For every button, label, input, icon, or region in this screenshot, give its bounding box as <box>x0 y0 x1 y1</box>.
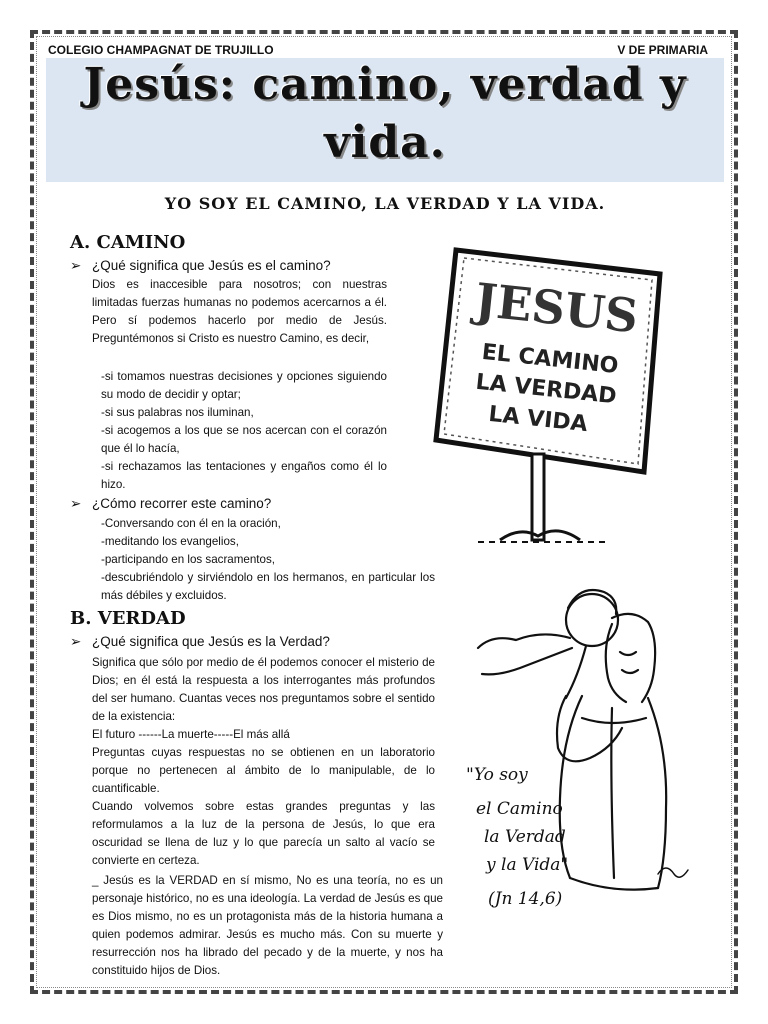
question-text: ¿Qué significa que Jesús es el camino? <box>92 258 331 273</box>
section-b-paragraph-3: Preguntas cuyas respuestas no se obtienen en un laboratorio porque no pertenecen al ámbito de lo manipulable, de lo cuantificable. <box>92 746 435 795</box>
list-item: -descubriéndolo y sirviéndolo en los hermanos, en particular los más débiles y excluidos. <box>101 571 435 602</box>
sign-text-jesus: JESUS <box>472 272 641 344</box>
section-a-paragraph: Dios es inaccesible para nosotros; con nuestras limitadas fuerzas humanas no podemos acercarnos a él. Pero sí podemos hacerlo por medio de Jesús. Preguntémonos si Cristo es nuestro Camino, es decir, <box>92 278 387 345</box>
list-item: -si rechazamos las tentaciones y engaños como él lo hizo. <box>101 460 387 491</box>
list-item: -Conversando con él en la oración, <box>101 517 281 530</box>
sign-text-vida: LA VIDA <box>487 401 589 438</box>
arrow-bullet-icon: ➢ <box>70 496 82 511</box>
quote-line-2: el Camino <box>476 799 563 819</box>
list-item: -meditando los evangelios, <box>101 535 239 548</box>
title-line-2: vida. <box>324 117 446 168</box>
section-a-heading: A. CAMINO <box>70 232 186 253</box>
section-b-question-1 <box>70 634 330 650</box>
list-item: -si acogemos a los que se nos acercan con el corazón que él lo hacía, <box>101 424 387 455</box>
section-b-heading: B. VERDAD <box>70 608 186 629</box>
section-b-paragraph-4: Cuando volvemos sobre estas grandes preguntas y las reformulamos a la luz de la persona de Jesús, lo que era oscuridad se llena de luz y lo que parecía un salto al vacío se convierte en certeza. <box>92 800 435 867</box>
arrow-bullet-icon: ➢ <box>70 634 82 649</box>
quote-line-3: la Verdad <box>484 827 566 847</box>
question-text: ¿Qué significa que Jesús es la Verdad? <box>92 634 330 649</box>
title-line-1: Jesús: camino, verdad y <box>83 59 687 110</box>
section-b-paragraph-1: Significa que sólo por medio de él podemos conocer el misterio de Dios; en él está la respuesta a los interrogantes más profundos del ser humano. Cuantas veces nos preguntamos sobre el sentido de la existencia: <box>92 656 435 723</box>
section-a-question-1 <box>70 258 331 274</box>
quote-citation: (Jn 14,6) <box>488 889 563 909</box>
jesus-sign-illustration <box>408 244 670 548</box>
list-item: -si tomamos nuestras decisiones y opciones siguiendo su modo de decidir y optar; <box>101 370 387 401</box>
sign-post <box>478 454 608 542</box>
section-b-paragraph-2: El futuro ------La muerte-----El más allá <box>92 728 290 741</box>
quote-line-4: y la Vida" <box>486 855 569 875</box>
question-text: ¿Cómo recorrer este camino? <box>92 496 272 511</box>
school-name: COLEGIO CHAMPAGNAT DE TRUJILLO <box>48 43 274 57</box>
arrow-bullet-icon: ➢ <box>70 258 82 273</box>
jesus-child-illustration <box>462 578 700 918</box>
section-a-question-2 <box>70 496 271 512</box>
quote-line-1: "Yo soy <box>466 765 528 785</box>
section-b-paragraph-5: _ Jesús es la VERDAD en sí mismo, No es una teoría, no es un personaje histórico, no es una ideología. La verdad de Jesús es que es Dios mismo, no es un protagonista más de la historia humana a quien podemos admirar. Jesús es mucho más. Con su muerte y resurrección nos ha librado del pecado y de la muerte, y nos ha constituido hijos de Dios. <box>92 874 443 977</box>
sign-text-verdad: LA VERDAD <box>474 369 618 410</box>
page-title <box>46 56 724 172</box>
list-item: -si sus palabras nos iluminan, <box>101 406 254 419</box>
grade-label: V DE PRIMARIA <box>617 43 708 57</box>
list-item: -participando en los sacramentos, <box>101 553 275 566</box>
sign-text-camino: EL CAMINO <box>480 339 620 380</box>
subtitle: YO SOY EL CAMINO, LA VERDAD Y LA VIDA. <box>164 194 606 213</box>
